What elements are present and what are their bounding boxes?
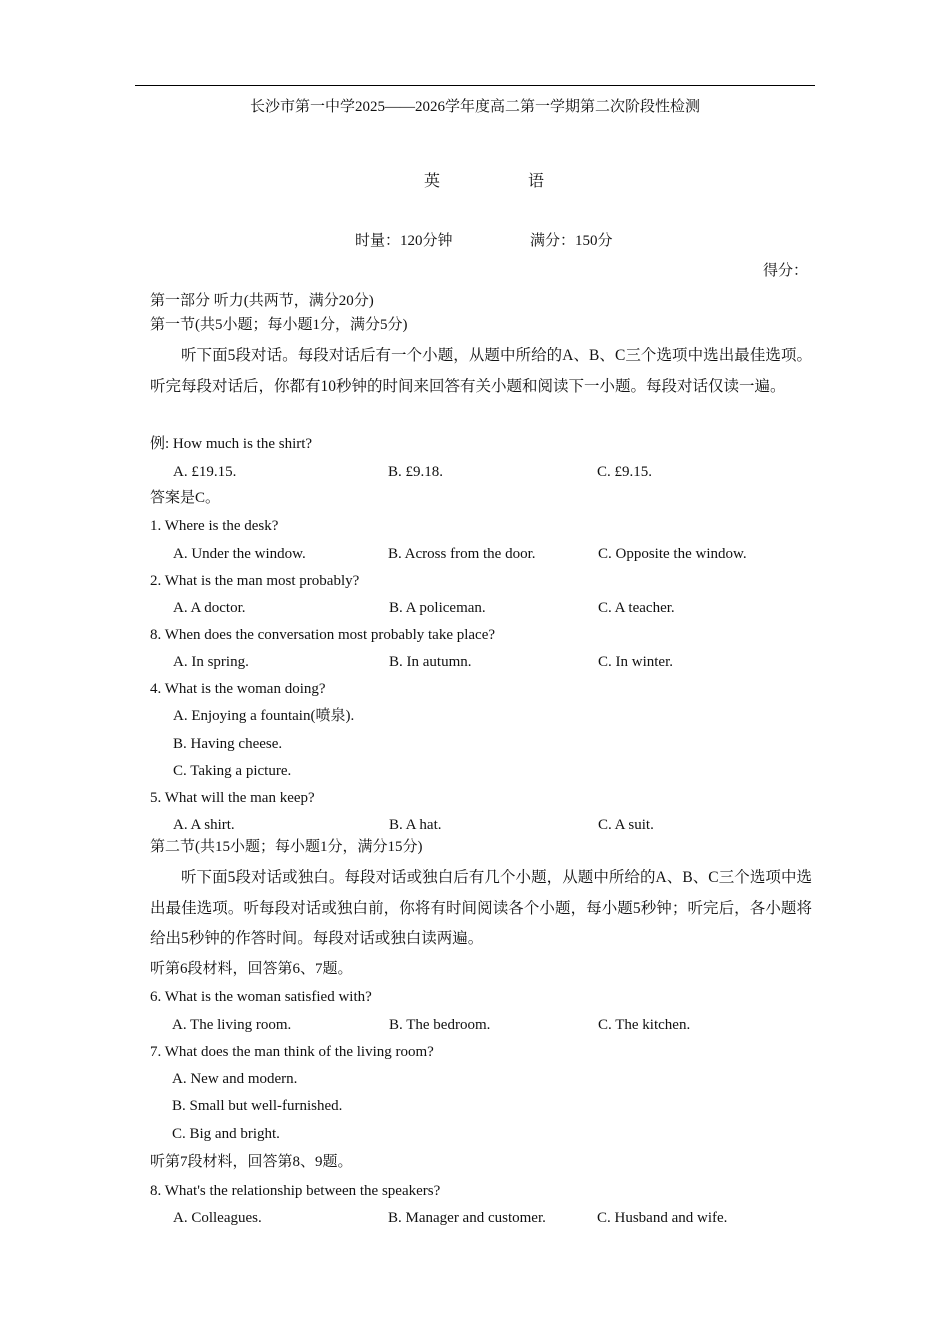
material-6-heading: 听第6段材料，回答第6、7题。 <box>150 961 353 977</box>
q7-option-c: C. Big and bright. <box>172 1126 280 1142</box>
q7-option-b: B. Small but well-furnished. <box>172 1098 343 1114</box>
question-8: 8. What's the relationship between the speakers? <box>150 1183 441 1199</box>
q4-option-a: A. Enjoying a fountain(喷泉). <box>173 708 355 724</box>
material-7-heading: 听第7段材料，回答第8、9题。 <box>150 1154 353 1170</box>
q1-option-b: B. Across from the door. <box>388 546 536 562</box>
subject-char-1: 英 <box>424 173 441 190</box>
school-line: 长沙市第一中学2025——2026学年度高二第一学期第二次阶段性检测 <box>249 99 700 115</box>
q3-option-a: A. In spring. <box>173 654 249 670</box>
question-7: 7. What does the man think of the living room? <box>150 1044 434 1060</box>
q6-option-c: C. The kitchen. <box>598 1017 691 1033</box>
q2-option-c: C. A teacher. <box>598 600 675 616</box>
section1-title: 第一节(共5小题；每小题1分，满分5分) <box>150 317 408 333</box>
example-option-c: C. £9.15. <box>597 464 653 480</box>
question-3: 8. When does the conversation most probably take place? <box>150 627 496 643</box>
q1-option-c: C. Opposite the window. <box>598 546 747 562</box>
q4-option-c: C. Taking a picture. <box>173 763 292 779</box>
section2-instructions: 听下面5段对话或独白。每段对话或独白后有几个小题，从题中所给的A、B、C三个选项中选出最佳选项。听每段对话或独白前，你将有时间阅读各个小题，每小题5秒钟；听完后，各小题将给出5秒钟的作答时间。每段对话或独白读两遍。 <box>150 869 812 947</box>
time-label: 时量：120分钟 <box>355 233 453 249</box>
q5-option-a: A. A shirt. <box>173 817 235 833</box>
question-6: 6. What is the woman satisfied with? <box>150 989 372 1005</box>
q6-option-a: A. The living room. <box>172 1017 292 1033</box>
example-answer: 答案是C。 <box>150 490 221 506</box>
q4-option-b: B. Having cheese. <box>173 736 283 752</box>
question-1: 1. Where is the desk? <box>150 518 279 534</box>
q7-option-a: A. New and modern. <box>172 1071 298 1087</box>
q6-option-b: B. The bedroom. <box>389 1017 491 1033</box>
header-rule <box>135 85 815 86</box>
q3-option-b: B. In autumn. <box>389 654 472 670</box>
q1-option-a: A. Under the window. <box>173 546 306 562</box>
section1-instructions: 听下面5段对话。每段对话后有一个小题，从题中所给的A、B、C三个选项中选出最佳选项。听完每段对话后，你都有10秒钟的时间来回答有关小题和阅读下一小题。每段对话仅读一遍。 <box>150 347 812 395</box>
part1-title: 第一部分 听力(共两节，满分20分) <box>150 293 374 309</box>
example-option-a: A. £19.15. <box>173 464 237 480</box>
q8-option-a: A. Colleagues. <box>173 1210 262 1226</box>
subject-char-2: 语 <box>528 173 545 190</box>
q3-option-c: C. In winter. <box>598 654 673 670</box>
q2-option-b: B. A policeman. <box>389 600 486 616</box>
q5-option-b: B. A hat. <box>389 817 442 833</box>
example-question: 例: How much is the shirt? <box>150 436 313 452</box>
example-option-b: B. £9.18. <box>388 464 444 480</box>
score-blank: 得分： <box>763 263 809 279</box>
q5-option-c: C. A suit. <box>598 817 654 833</box>
question-5: 5. What will the man keep? <box>150 790 315 806</box>
question-2: 2. What is the man most probably? <box>150 573 360 589</box>
question-4: 4. What is the woman doing? <box>150 681 326 697</box>
q8-option-b: B. Manager and customer. <box>388 1210 546 1226</box>
score-label: 满分：150分 <box>530 233 613 249</box>
q2-option-a: A. A doctor. <box>173 600 246 616</box>
section2-title: 第二节(共15小题；每小题1分，满分15分) <box>150 839 423 855</box>
q8-option-c: C. Husband and wife. <box>597 1210 728 1226</box>
